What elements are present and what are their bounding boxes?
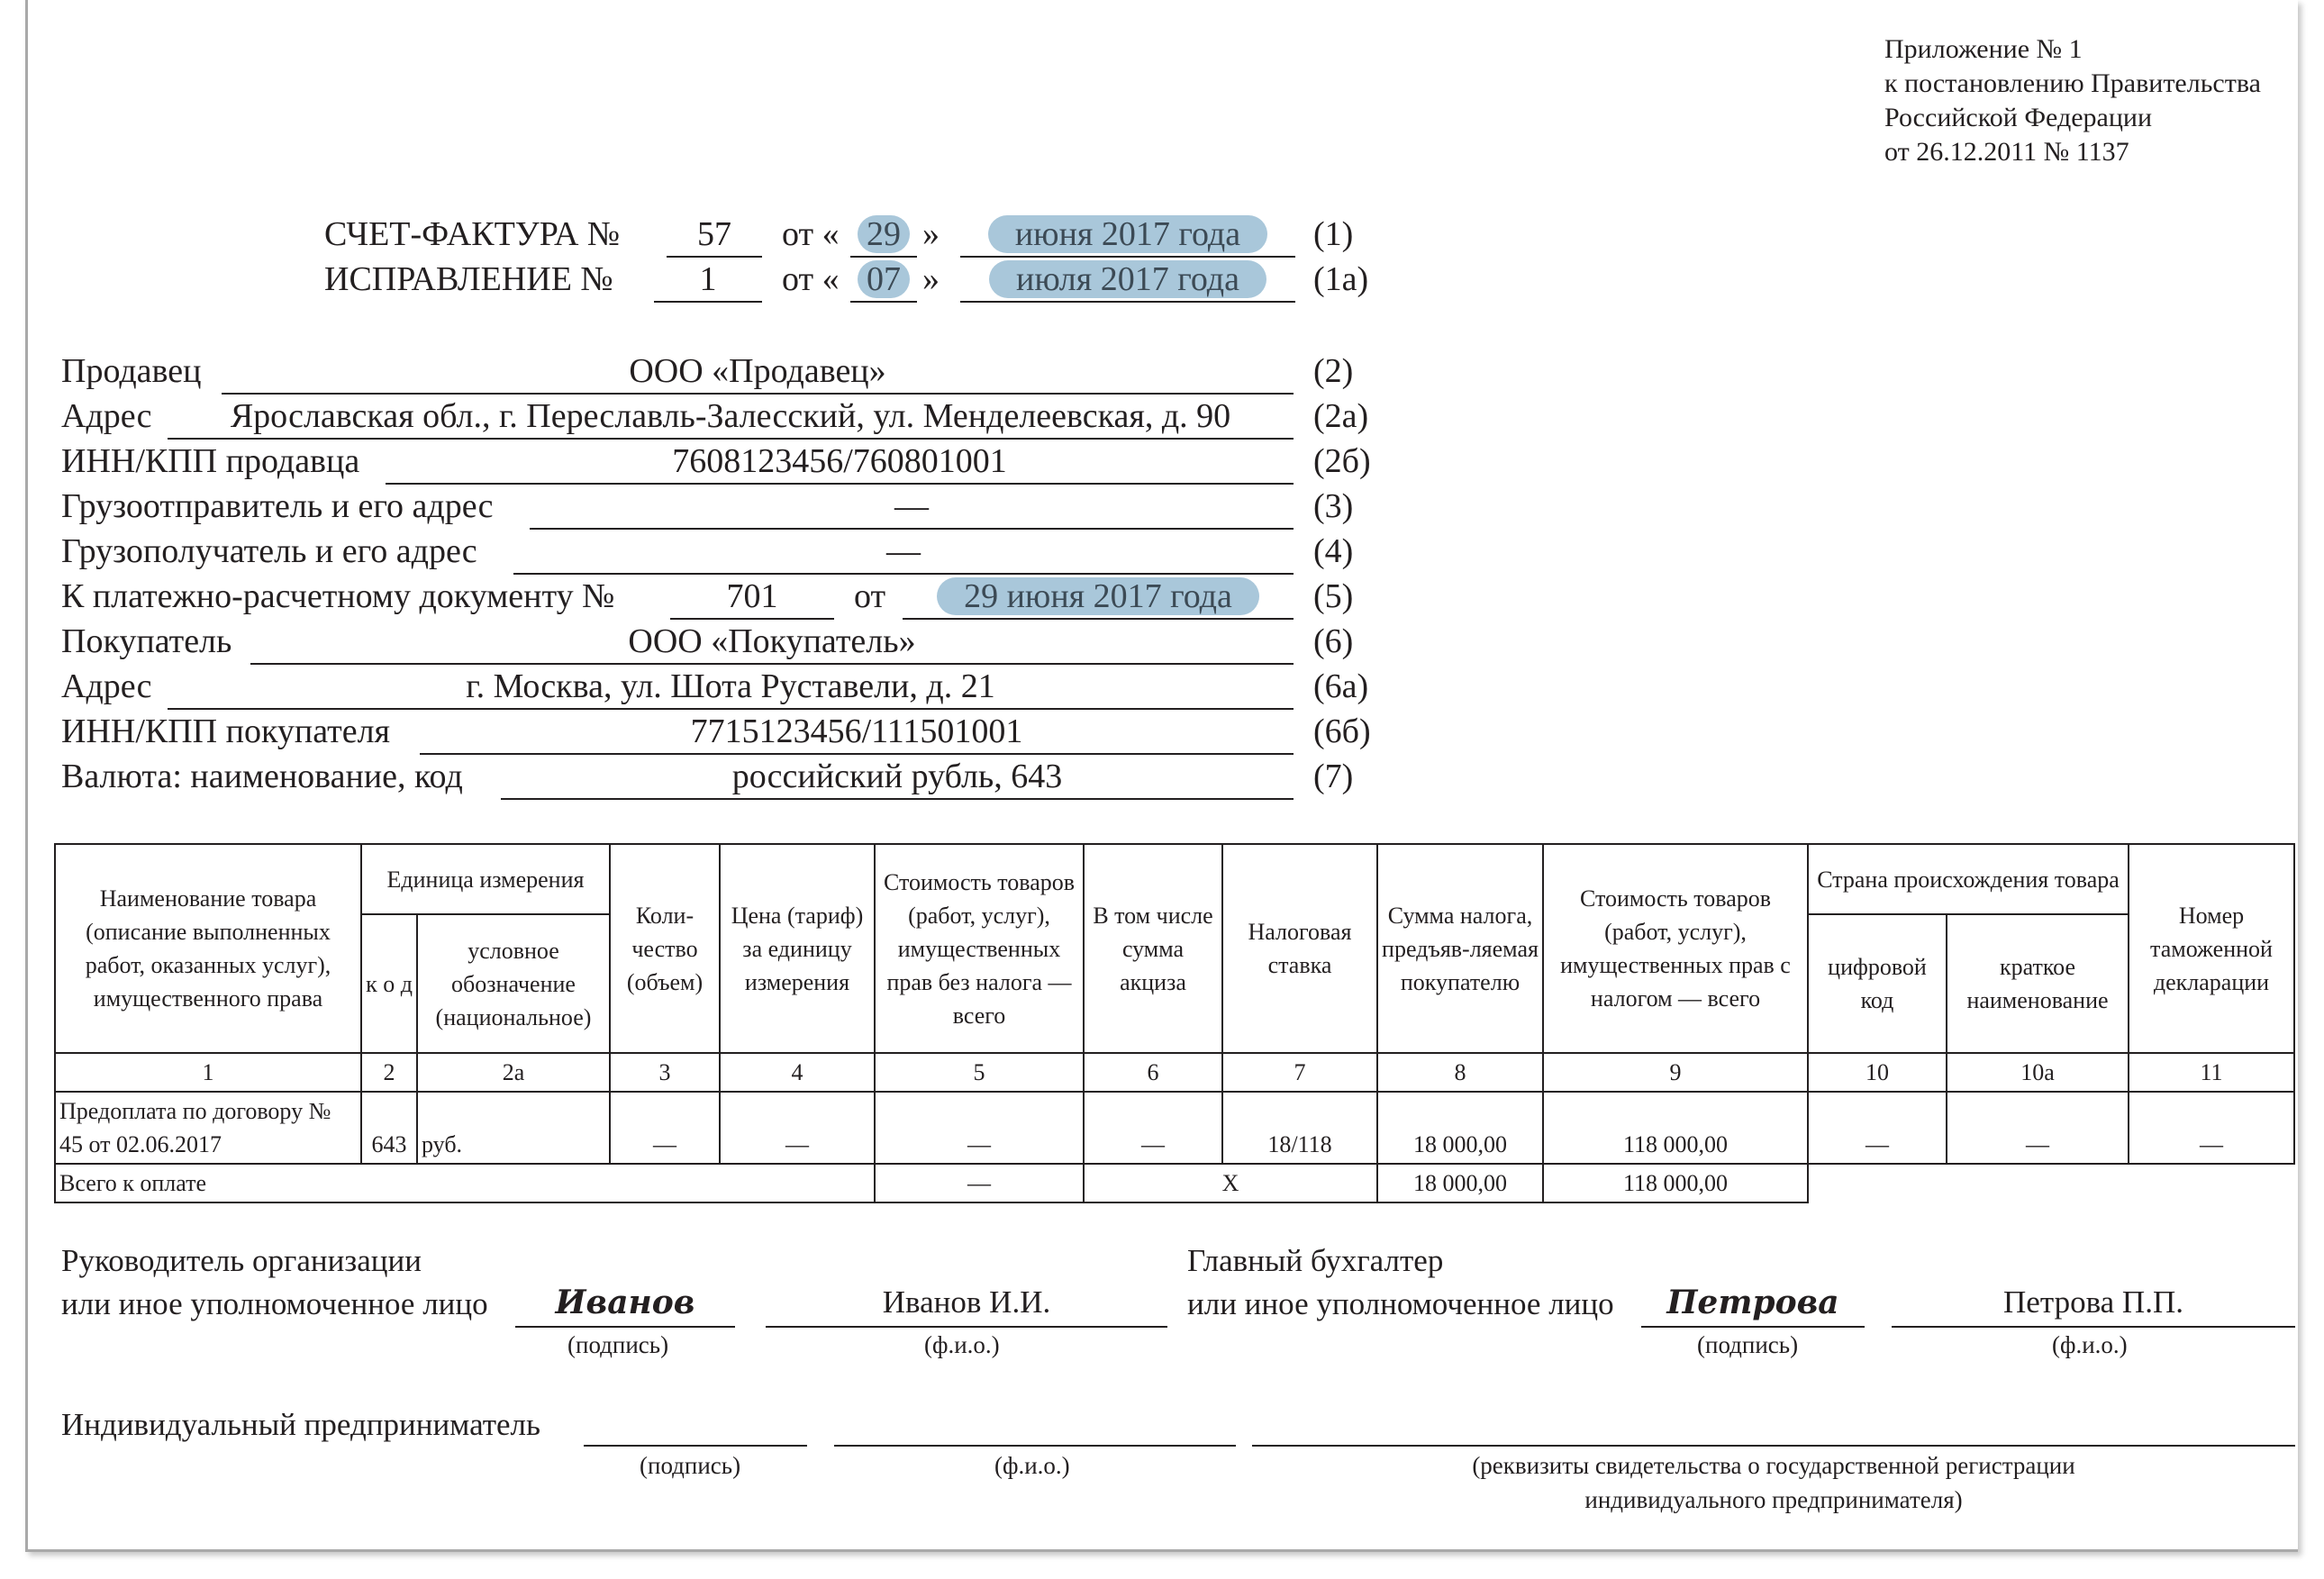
- header-tax-amount: Сумма налога, предъяв-ляемая покупателю: [1377, 844, 1543, 1053]
- col-num: 10а: [1947, 1053, 2129, 1092]
- shipper-label: Грузоотправитель и его адрес: [61, 487, 494, 525]
- buyer-inn-value: 7715123456/111501001: [420, 710, 1294, 755]
- col-num: 3: [610, 1053, 720, 1092]
- seller-address-value: Ярославская обл., г. Переславль-Залесский, ул. Менделеевская, д. 90: [168, 395, 1294, 440]
- buyer-address-label: Адрес: [61, 667, 152, 705]
- correction-month-year: июля 2017 года: [960, 258, 1295, 303]
- total-cost-no-tax: —: [875, 1164, 1084, 1202]
- seller-value: ООО «Продавец»: [222, 349, 1294, 395]
- ip-fio-caption: (ф.и.о.): [994, 1452, 1070, 1479]
- buyer-value: ООО «Покупатель»: [250, 620, 1294, 665]
- ip-name-line: [834, 1416, 1236, 1447]
- col-num: 10: [1808, 1053, 1947, 1092]
- payment-doc-code: (5): [1313, 577, 1354, 615]
- row-declaration: —: [2129, 1092, 2294, 1164]
- header-cost-with-tax: Стоимость товаров (работ, услуг), имущественных прав с налогом — всего: [1543, 844, 1808, 1053]
- buyer-address-code: (6а): [1313, 667, 1369, 705]
- seller-code: (2): [1313, 352, 1354, 390]
- invoice-code: (1): [1313, 215, 1354, 253]
- buyer-label: Покупатель: [61, 622, 232, 660]
- appendix-line-2: к постановлению Правительства: [1884, 68, 2261, 98]
- ip-requisites-caption-2: индивидуального предпринимателя): [1584, 1486, 1963, 1513]
- header-unit-code: к о д: [361, 914, 417, 1053]
- total-row: [55, 1164, 2294, 1202]
- goods-table: [54, 843, 2295, 1203]
- header-unit-name: условное обозначение (национальное): [417, 914, 610, 1053]
- ip-signature-line: [584, 1416, 807, 1447]
- accountant-sign-caption: (подпись): [1697, 1331, 1799, 1358]
- currency-value: российский рубль, 643: [501, 755, 1294, 800]
- col-num: 8: [1377, 1053, 1543, 1092]
- correction-number: 1: [654, 258, 762, 303]
- total-empty: [1808, 1164, 2294, 1202]
- consignee-label: Грузополучатель и его адрес: [61, 532, 477, 570]
- header-country-name: краткое наименование: [1947, 914, 2129, 1053]
- row-cost-with-tax: 118 000,00: [1543, 1092, 1808, 1164]
- total-cost-with-tax: 118 000,00: [1543, 1164, 1808, 1202]
- consignee-code: (4): [1313, 532, 1354, 570]
- invoice-label: СЧЕТ-ФАКТУРА №: [324, 215, 621, 253]
- accountant-fio-caption: (ф.и.о.): [2052, 1331, 2128, 1358]
- col-num: 2а: [417, 1053, 610, 1092]
- row-name: Предоплата по договору № 45 от 02.06.2017: [55, 1092, 361, 1164]
- head-sign-caption: (подпись): [567, 1331, 669, 1358]
- invoice-number: 57: [667, 213, 762, 258]
- shipper-value: —: [530, 485, 1294, 530]
- head-signature: Иванов: [515, 1281, 735, 1328]
- accountant-signature: Петрова: [1641, 1281, 1865, 1328]
- total-label: Всего к оплате: [55, 1164, 875, 1202]
- row-cost-no-tax: —: [875, 1092, 1084, 1164]
- ip-requisites-caption-1: (реквизиты свидетельства о государственной регистрации: [1472, 1452, 2075, 1479]
- ip-label: Индивидуальный предприниматель: [61, 1407, 540, 1442]
- row-country-code: —: [1808, 1092, 1947, 1164]
- correction-close-quote: »: [922, 260, 940, 298]
- buyer-address-value: г. Москва, ул. Шота Руставели, д. 21: [168, 665, 1294, 710]
- row-excise: —: [1084, 1092, 1222, 1164]
- invoice-close-quote: »: [922, 215, 940, 253]
- appendix-line-1: Приложение № 1: [1884, 34, 2083, 64]
- col-num: 6: [1084, 1053, 1222, 1092]
- seller-address-label: Адрес: [61, 397, 152, 435]
- header-price: Цена (тариф) за единицу измерения: [720, 844, 875, 1053]
- col-num: 4: [720, 1053, 875, 1092]
- seller-inn-value: 7608123456/760801001: [386, 440, 1294, 485]
- row-price: —: [720, 1092, 875, 1164]
- buyer-code: (6): [1313, 622, 1354, 660]
- col-num: 5: [875, 1053, 1084, 1092]
- payment-doc-from: от: [854, 577, 886, 615]
- seller-address-code: (2а): [1313, 397, 1369, 435]
- currency-code: (7): [1313, 758, 1354, 795]
- row-unit-code: 643: [361, 1092, 417, 1164]
- currency-label: Валюта: наименование, код: [61, 758, 463, 795]
- total-tax-rate: X: [1084, 1164, 1377, 1202]
- col-num: 1: [55, 1053, 361, 1092]
- invoice-from: от «: [782, 215, 840, 253]
- header-product-name: Наименование товара (описание выполненных работ, оказанных услуг), имущественного права: [55, 844, 361, 1053]
- col-num: 11: [2129, 1053, 2294, 1092]
- buyer-inn-label: ИНН/КПП покупателя: [61, 712, 391, 750]
- head-name: Иванов И.И.: [766, 1281, 1167, 1328]
- accountant-name: Петрова П.П.: [1892, 1281, 2295, 1328]
- correction-day: 07: [850, 258, 917, 303]
- header-tax-rate: Налоговая ставка: [1222, 844, 1377, 1053]
- accountant-label-2: или иное уполномоченное лицо: [1187, 1286, 1614, 1321]
- appendix-note: [1884, 32, 2261, 169]
- row-unit-name: руб.: [417, 1092, 610, 1164]
- head-label-2: или иное уполномоченное лицо: [61, 1286, 488, 1321]
- col-num: 2: [361, 1053, 417, 1092]
- accountant-label-1: Главный бухгалтер: [1187, 1243, 1444, 1278]
- seller-inn-code: (2б): [1313, 442, 1371, 480]
- appendix-line-4: от 26.12.2011 № 1137: [1884, 137, 2129, 167]
- appendix-line-3: Российской Федерации: [1884, 103, 2153, 132]
- payment-doc-number: 701: [670, 575, 834, 620]
- head-fio-caption: (ф.и.о.): [924, 1331, 1000, 1358]
- ip-requisites-line: [1252, 1416, 2295, 1447]
- header-country-code: цифровой код: [1808, 914, 1947, 1053]
- ip-sign-caption: (подпись): [640, 1452, 741, 1479]
- buyer-inn-code: (6б): [1313, 712, 1371, 750]
- payment-doc-date: 29 июня 2017 года: [903, 575, 1294, 620]
- col-num: 7: [1222, 1053, 1377, 1092]
- consignee-value: —: [513, 530, 1294, 575]
- column-numbers-row: [55, 1053, 2294, 1092]
- header-unit: Единица измерения: [361, 844, 610, 914]
- header-country: Страна происхождения товара: [1808, 844, 2129, 914]
- row-quantity: —: [610, 1092, 720, 1164]
- total-tax-amount: 18 000,00: [1377, 1164, 1543, 1202]
- row-tax-amount: 18 000,00: [1377, 1092, 1543, 1164]
- shipper-code: (3): [1313, 487, 1354, 525]
- col-num: 9: [1543, 1053, 1808, 1092]
- seller-label: Продавец: [61, 352, 202, 390]
- payment-doc-label: К платежно-расчетному документу №: [61, 577, 615, 615]
- table-row: [55, 1092, 2294, 1164]
- header-customs-declaration: Номер таможенной декларации: [2129, 844, 2294, 1053]
- invoice-day: 29: [850, 213, 917, 258]
- row-country-name: —: [1947, 1092, 2129, 1164]
- correction-label: ИСПРАВЛЕНИЕ №: [324, 260, 613, 298]
- head-label-1: Руководитель организации: [61, 1243, 422, 1278]
- header-excise: В том числе сумма акциза: [1084, 844, 1222, 1053]
- correction-from: от «: [782, 260, 840, 298]
- header-quantity: Коли-чество (объем): [610, 844, 720, 1053]
- header-cost-no-tax: Стоимость товаров (работ, услуг), имущественных прав без налога — всего: [875, 844, 1084, 1053]
- row-tax-rate: 18/118: [1222, 1092, 1377, 1164]
- invoice-month-year: июня 2017 года: [960, 213, 1295, 258]
- correction-code: (1а): [1313, 260, 1369, 298]
- seller-inn-label: ИНН/КПП продавца: [61, 442, 360, 480]
